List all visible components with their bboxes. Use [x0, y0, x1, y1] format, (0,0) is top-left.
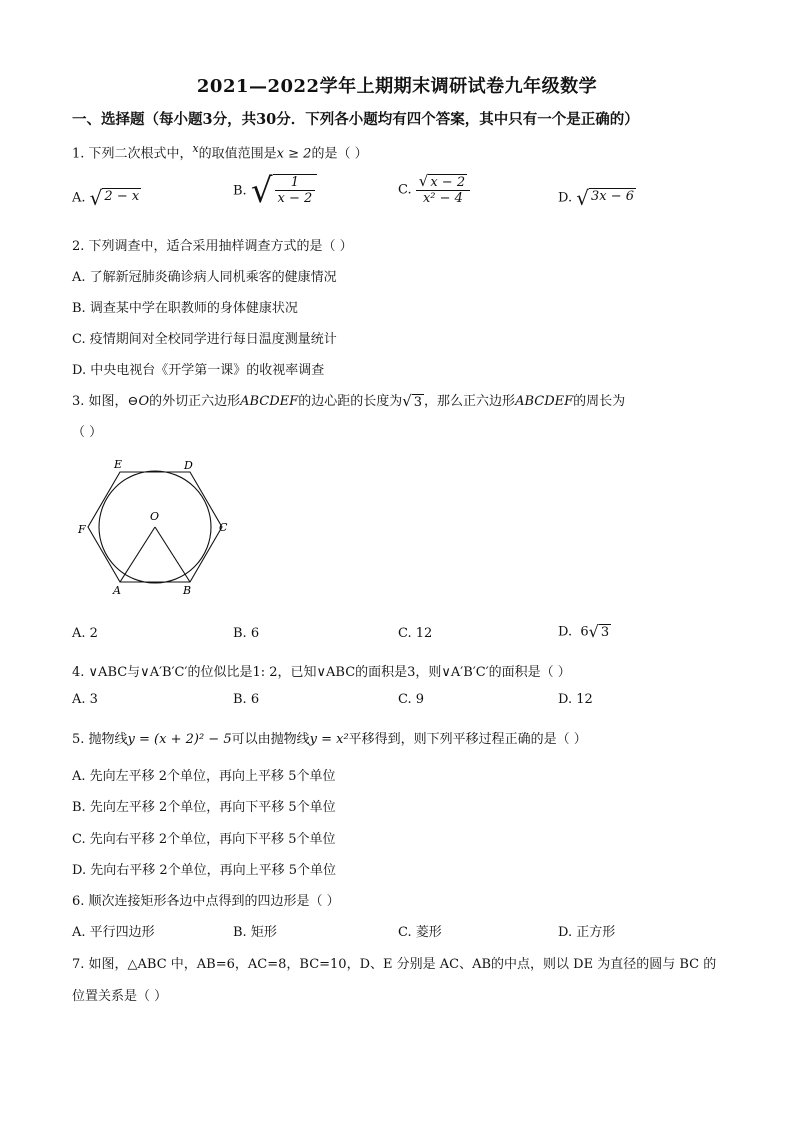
q2-option-b: B. 调查某中学在职教师的身体健康状况 [72, 301, 298, 316]
q1-option-c: C. √ x − 2 x² − 4 [398, 174, 470, 206]
q6-option-c: C. 菱形 [398, 925, 442, 940]
q2-option-c: C. 疫情期间对全校同学进行每日温度测量统计 [72, 332, 337, 347]
question-7-stem: 7. 如图，△ABC 中，AB=6，AC=8，BC=10，D、E 分别是 AC、AB的中点，则以 DE 为直径的圆与 BC 的 [72, 957, 717, 972]
q4-option-c: C. 9 [398, 692, 425, 707]
q5-option-b: B. 先向左平移 2个单位，再向下平移 5个单位 [72, 800, 336, 815]
q1-option-a: A. √ 2 − x [72, 186, 140, 210]
q4-option-b: B. 6 [233, 692, 260, 707]
question-2-stem: 2. 下列调查中，适合采用抽样调查方式的是（ ） [72, 239, 353, 254]
label-f: F [78, 523, 86, 536]
question-1-stem: 1. 下列二次根式中，$^x$的取值范围是x ≥ 2的是（ ） [72, 142, 368, 162]
question-6-stem: 6. 顺次连接矩形各边中点得到的四边形是（ ） [72, 894, 340, 909]
label-e: E [114, 458, 123, 471]
q4-option-d: D. 12 [558, 692, 593, 707]
q1-option-b: B. √ $\frac{1}{x - 2}$ [233, 174, 317, 208]
q3-option-c: C. 12 [398, 626, 433, 641]
q3-option-d: D. 6 √ 3 [558, 622, 610, 641]
fraction-expression: √ x − 2 x² − 4 [416, 174, 470, 206]
q2-option-a: A. 了解新冠肺炎确诊病人同机乘客的健康情况 [72, 270, 337, 285]
q5-option-a: A. 先向左平移 2个单位，再向上平移 5个单位 [72, 769, 336, 784]
q5-option-d: D. 先向右平移 2个单位，再向上平移 5个单位 [72, 863, 337, 878]
q6-option-a: A. 平行四边形 [72, 925, 155, 940]
question-7-stem-cont: 位置关系是（ ） [72, 989, 168, 1004]
label-c: C [219, 521, 228, 534]
hexagon-circle-figure [74, 452, 244, 602]
sqrt-fraction: √ $\frac{1}{x - 2}$ [251, 174, 317, 208]
question-3-stem: 3. 如图，⊖O的外切正六边形ABCDEF的边心距的长度为 √ 3 ，那么正六边形ABCDEF的周长为 [72, 391, 626, 410]
q6-option-d: D. 正方形 [558, 925, 616, 940]
label-a: A [113, 584, 121, 597]
label-b: B [183, 584, 192, 597]
label-o: O [150, 510, 160, 523]
sqrt-expression: √ 3x − 6 [576, 186, 635, 210]
q4-option-a: A. 3 [72, 692, 98, 707]
section-heading: 一、选择题（每小题3分，共30分．下列各小题均有四个答案，其中只有一个是正确的） [72, 111, 639, 128]
question-5-stem: 5. 抛物线y = (x + 2)² − 5可以由抛物线y = x²平移得到，则下列平移过程正确的是（ ） [72, 732, 587, 747]
page-title: 2021—2022学年上期期末调研试卷九年级数学 [196, 76, 598, 97]
q3-option-a: A. 2 [72, 626, 98, 641]
question-4-stem: 4. ∨ABC与∨A′B′C′的位似比是1: 2，已知∨ABC的面积是3，则∨A′B′C′的面积是（ ） [72, 665, 571, 680]
label-d: D [184, 459, 193, 472]
sqrt-expression: √ 2 − x [89, 186, 140, 210]
q3-option-b: B. 6 [233, 626, 260, 641]
q6-option-b: B. 矩形 [233, 925, 277, 940]
q1-option-d: D. √ 3x − 6 [558, 186, 635, 210]
q5-option-c: C. 先向右平移 2个单位，再向下平移 5个单位 [72, 832, 336, 847]
q2-option-d: D. 中央电视台《开学第一课》的收视率调查 [72, 363, 325, 378]
question-3-paren: （ ） [72, 425, 103, 440]
